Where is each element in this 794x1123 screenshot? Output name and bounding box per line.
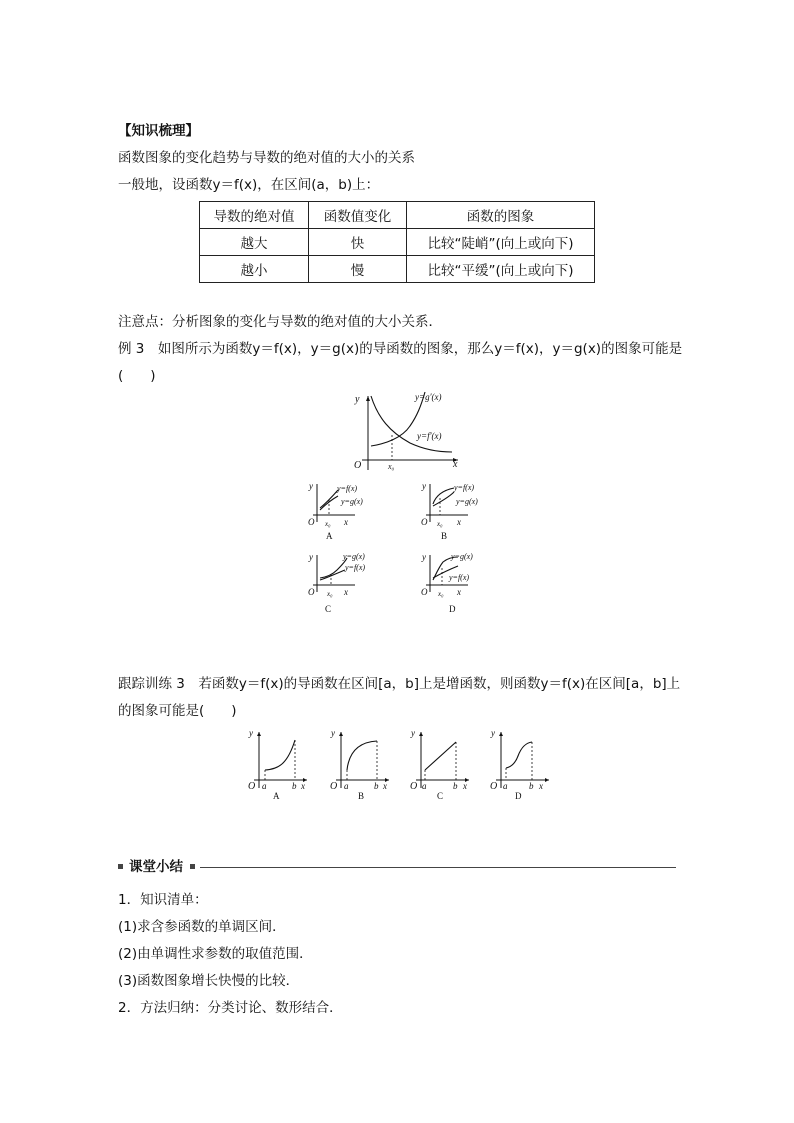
intro-line-1: 函数图象的变化趋势与导数的绝对值的大小的关系 — [118, 150, 415, 166]
table-cell: 越大 — [200, 229, 309, 256]
y-label: y — [422, 481, 426, 491]
table-header-cell: 函数值变化 — [309, 202, 407, 229]
x-label: x — [457, 517, 461, 527]
origin-label: O — [490, 781, 498, 792]
b-label: b — [374, 781, 379, 791]
summary-item: (2)由单调性求参数的取值范围． — [118, 946, 313, 962]
origin-label: O — [308, 587, 315, 597]
summary-square-icon — [190, 864, 195, 869]
f-prime-label: y=f′(x) — [417, 431, 442, 441]
derivative-graph — [340, 388, 470, 472]
table-cell: 快 — [309, 229, 407, 256]
a-label: a — [503, 781, 508, 791]
origin-label: O — [330, 781, 338, 792]
practice-option-b-letter: B — [358, 791, 365, 801]
b-label: b — [292, 781, 297, 791]
table-cell: 比较“平缓”(向上或向下) — [407, 256, 595, 283]
f-curve — [433, 488, 454, 504]
b-label: b — [529, 781, 534, 791]
x0-label: x₀ — [438, 590, 444, 598]
origin-label: O — [421, 587, 428, 597]
origin-label: O — [410, 781, 418, 792]
x0-label: x₀ — [325, 520, 331, 528]
option-a-g-label: y=g(x) — [341, 497, 363, 506]
origin-label: O — [421, 517, 428, 527]
practice-option-b-graph — [325, 726, 395, 802]
curve — [347, 741, 377, 770]
option-d-f-label: y=f(x) — [449, 573, 470, 582]
y-label: y — [422, 552, 426, 562]
table-cell: 越小 — [200, 256, 309, 283]
y-label: y — [249, 728, 253, 738]
curve — [506, 742, 532, 768]
a-label: a — [344, 781, 349, 791]
f-curve — [320, 570, 345, 580]
x-label: x — [344, 587, 348, 597]
summary-square-icon — [118, 864, 123, 869]
y-label: y — [411, 728, 415, 738]
table-cell: 慢 — [309, 256, 407, 283]
section-title: 【知识梳理】 — [118, 123, 199, 139]
table-header-row — [200, 202, 595, 229]
x0-label: x₀ — [437, 520, 443, 528]
x-label: x — [453, 459, 458, 470]
table-header-cell: 导数的绝对值 — [200, 202, 309, 229]
curve — [425, 742, 456, 770]
option-b-letter: B — [441, 531, 448, 541]
x0-label: x₀ — [327, 590, 333, 598]
summary-item: 1．知识清单： — [118, 892, 208, 908]
option-d-letter: D — [449, 604, 456, 614]
g-curve — [320, 496, 338, 510]
option-b-g-label: y=g(x) — [456, 497, 478, 506]
x-label: x — [301, 781, 305, 791]
practice-option-c-letter: C — [437, 791, 444, 801]
a-label: a — [262, 781, 267, 791]
example3-line-1: 例 3 如图所示为函数y＝f(x)，y＝g(x)的导函数的图象，那么y＝f(x)，y＝g(x)的图象可能是 — [118, 341, 683, 357]
table-header-cell: 函数的图象 — [407, 202, 595, 229]
y-label: y — [309, 481, 313, 491]
table-row — [200, 229, 595, 256]
option-d-g-label: y=g(x) — [451, 552, 473, 561]
summary-title: 课堂小结 — [129, 859, 183, 875]
option-b-graph — [418, 480, 498, 542]
summary-item: (1)求含参函数的单调区间． — [118, 919, 286, 935]
option-b-f-label: y=f(x) — [454, 483, 475, 492]
practice3-line-2: 的图象可能是( ) — [118, 703, 237, 719]
option-a-f-label: y=f(x) — [337, 484, 358, 493]
example3-line-2: ( ) — [118, 368, 156, 384]
a-label: a — [422, 781, 427, 791]
option-a-letter: A — [326, 531, 333, 541]
summary-divider — [200, 867, 676, 868]
x-label: x — [344, 517, 348, 527]
x-label: x — [539, 781, 543, 791]
option-c-g-label: y=g(x) — [343, 552, 365, 561]
x-label: x — [457, 587, 461, 597]
practice-option-a-letter: A — [273, 791, 280, 801]
practice-option-c-graph — [405, 726, 475, 802]
y-label: y — [331, 728, 335, 738]
x-label: x — [383, 781, 387, 791]
practice-option-d-letter: D — [515, 791, 522, 801]
origin-label: O — [308, 517, 315, 527]
intro-line-2: 一般地，设函数y＝f(x)，在区间(a，b)上： — [118, 177, 380, 193]
summary-item: 2．方法归纳：分类讨论、数形结合． — [118, 1000, 343, 1016]
option-c-f-label: y=f(x) — [345, 563, 366, 572]
g-curve — [433, 492, 454, 506]
note-text: 注意点：分析图象的变化与导数的绝对值的大小关系． — [118, 314, 442, 330]
option-a-graph — [305, 480, 385, 542]
x-label: x — [463, 781, 467, 791]
table-cell: 比较“陡峭”(向上或向下) — [407, 229, 595, 256]
option-c-graph — [305, 552, 385, 614]
g-prime-label: y=g′(x) — [415, 392, 442, 402]
y-axis-arrow — [366, 396, 370, 401]
origin-label: O — [354, 460, 362, 471]
curve — [265, 740, 295, 770]
practice-option-d-graph — [485, 726, 555, 802]
y-label: y — [355, 394, 360, 405]
option-d-graph — [418, 552, 498, 614]
y-label: y — [309, 552, 313, 562]
table-row — [200, 256, 595, 283]
knowledge-table — [199, 201, 595, 283]
x0-label: x₀ — [388, 462, 395, 471]
origin-label: O — [248, 781, 256, 792]
b-label: b — [453, 781, 458, 791]
y-label: y — [491, 728, 495, 738]
option-c-letter: C — [325, 604, 332, 614]
summary-item: (3)函数图象增长快慢的比较． — [118, 973, 300, 989]
practice3-line-1: 跟踪训练 3 若函数y＝f(x)的导函数在区间[a，b]上是增函数，则函数y＝f(x)在区间[a，b]上 — [118, 676, 681, 692]
practice-option-a-graph — [243, 726, 313, 802]
